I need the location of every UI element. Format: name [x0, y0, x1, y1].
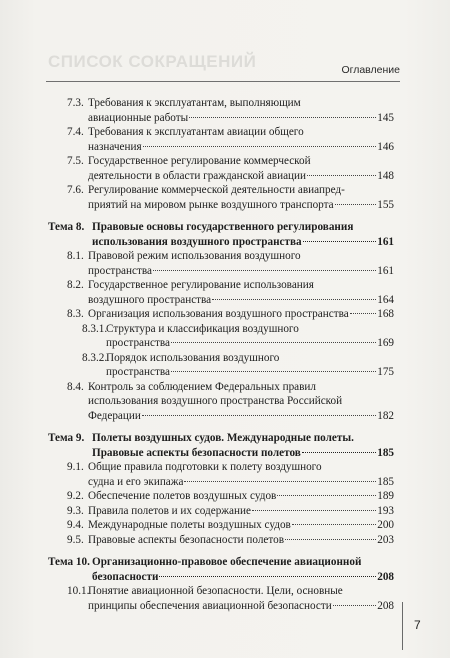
toc-entry-number: 8.3.1. [82, 322, 108, 335]
toc-entry[interactable] [48, 125, 394, 154]
toc-entry-number: 8.3. [67, 308, 84, 320]
toc-entry-number: 7.4. [67, 126, 84, 138]
toc-entry-title: Регулирование коммерческой деятельности авиапред- [88, 184, 345, 196]
toc-page-number: 148 [377, 169, 394, 182]
toc-entry-number: 7.5. [67, 155, 84, 167]
toc-entry[interactable] [48, 460, 394, 489]
toc-entry-title: Правовые аспекты безопасности полетов [88, 533, 284, 546]
toc-entry-number: Тема 9. [48, 432, 85, 444]
toc-page-number: 175 [377, 366, 394, 378]
toc-entry[interactable] [48, 518, 394, 533]
dot-leader [153, 270, 376, 271]
dot-leader [143, 146, 377, 147]
dot-leader [303, 241, 377, 242]
toc-entry[interactable] [48, 533, 394, 548]
dot-leader [350, 313, 377, 314]
toc-entry-title: принципы обеспечения авиационной безопасности [88, 599, 332, 612]
toc-entry-title: Полеты воздушных судов. Международные полеты. [92, 432, 354, 444]
toc-entry-title: Общие правила подготовки к полету воздушного [88, 461, 322, 473]
toc-entry-title: использования воздушного пространства Российской [88, 395, 343, 407]
dot-leader [171, 342, 376, 343]
dot-leader [252, 510, 376, 511]
toc-entry-number: 9.1. [67, 461, 84, 473]
toc-entry-title: Обеспечение полетов воздушных судов [88, 490, 277, 502]
toc-entry-title: Контроль за соблюдением Федеральных правил [88, 380, 316, 393]
section-gap [48, 547, 394, 555]
toc-entry-number: 8.1. [67, 250, 84, 262]
dot-leader [189, 117, 376, 118]
toc-entry-title: Правила полетов и их содержание [88, 504, 251, 517]
section-gap [48, 423, 394, 431]
toc-page-number: 208 [377, 570, 394, 583]
toc-entry-title: Структура и классификация воздушного [106, 322, 299, 335]
toc-entry-title: Международные полеты воздушных судов [88, 519, 291, 531]
toc-entry-number: 9.2. [67, 490, 84, 502]
toc-page-number: 200 [377, 519, 394, 531]
toc-page-number: 145 [377, 111, 394, 124]
toc-entry-title: Правовые аспекты безопасности полетов [92, 446, 301, 459]
toc-entry-title: Федерации [88, 409, 141, 422]
footer-divider [402, 602, 403, 650]
toc-entry-title: Требования к эксплуатантам авиации общего [88, 126, 304, 138]
toc-entry-title: Требования к эксплуатантам, выполняющим [88, 97, 301, 109]
dot-leader [292, 524, 376, 525]
toc-entry-title: Государственное регулирование использования [88, 279, 314, 291]
toc-entry-title: Организационно-правовое обеспечение авиационной [92, 556, 362, 568]
toc-page-number: 203 [377, 533, 394, 546]
toc-entry-number: 8.2. [67, 279, 84, 291]
toc-entry-number: 10.1. [67, 585, 90, 597]
toc-entry-title: использования воздушного пространства [92, 235, 302, 248]
toc-entry-title: воздушного пространства [88, 293, 212, 306]
dot-leader [333, 605, 377, 606]
toc-entry-number: 9.4. [67, 519, 84, 531]
toc-entry-title: Правовой режим использования воздушного [88, 250, 301, 262]
toc-entry-title: приятий на мировом рынке воздушного транспорта [88, 198, 334, 211]
toc-entry-number: Тема 8. [48, 221, 85, 233]
toc-entry[interactable] [48, 504, 394, 519]
toc-page-number: 164 [377, 293, 394, 306]
toc-entry[interactable] [48, 96, 394, 125]
dot-leader [302, 452, 376, 453]
toc-entry-number: 8.3.2. [82, 351, 108, 364]
toc-entry[interactable] [48, 489, 394, 504]
toc-page-number: 161 [377, 264, 394, 277]
toc-entry[interactable] [48, 380, 394, 424]
toc-entry-title: авиационные работы [88, 111, 189, 124]
toc-entry[interactable] [48, 278, 394, 307]
toc-entry[interactable] [48, 249, 394, 278]
toc-entry-title: деятельности в области гражданской авиации [88, 169, 307, 182]
toc-entry[interactable] [48, 351, 394, 380]
toc-page-number: 155 [377, 198, 394, 211]
table-of-contents [48, 96, 394, 613]
toc-entry-title: назначения [88, 140, 142, 153]
bleed-through-title: СПИСОК СОКРАЩЕНИЙ [48, 52, 257, 71]
toc-topic-entry[interactable] [48, 555, 394, 584]
toc-entry-title: пространства [106, 366, 170, 378]
toc-page-number: 189 [377, 490, 394, 502]
toc-entry-number: 9.3. [67, 504, 84, 517]
toc-entry-number: 8.4. [67, 380, 84, 393]
toc-entry-title: пространства [106, 337, 170, 349]
dot-leader [277, 495, 376, 496]
toc-entry-title: Государственное регулирование коммерческой [88, 155, 311, 167]
toc-page-number: 161 [377, 235, 394, 248]
toc-page-number: 169 [377, 337, 394, 349]
toc-topic-entry[interactable] [48, 431, 394, 460]
toc-page-number: 193 [377, 504, 394, 517]
header-divider [46, 81, 400, 82]
dot-leader [285, 539, 376, 540]
toc-entry[interactable] [48, 322, 394, 351]
toc-page-number: 168 [377, 308, 394, 320]
dot-leader [307, 175, 376, 176]
dot-leader [212, 299, 376, 300]
toc-entry-number: 9.5. [67, 533, 84, 546]
toc-topic-entry[interactable] [48, 220, 394, 249]
dot-leader [159, 576, 376, 577]
dot-leader [335, 204, 377, 205]
toc-entry[interactable] [48, 307, 394, 322]
toc-entry[interactable] [48, 154, 394, 183]
toc-entry-title: судна и его экипажа [88, 475, 184, 488]
dot-leader [171, 371, 376, 372]
toc-entry[interactable] [48, 584, 394, 613]
toc-entry-title: безопасности [92, 570, 159, 583]
toc-entry-title: Правовые основы государственного регулирования [92, 221, 354, 233]
toc-page-number: 185 [377, 446, 394, 459]
toc-page-number: 208 [377, 599, 394, 612]
toc-entry[interactable] [48, 183, 394, 212]
toc-entry-number: 7.3. [67, 97, 84, 109]
toc-entry-title: пространства [88, 264, 152, 277]
toc-page-number: 146 [377, 140, 394, 153]
toc-entry-title: Организация использования воздушного пространства [88, 308, 349, 320]
toc-page-number: 185 [377, 475, 394, 488]
toc-page-number: 182 [377, 409, 394, 422]
section-gap [48, 212, 394, 220]
toc-entry-number: 7.6. [67, 184, 84, 196]
running-header: Оглавление [341, 64, 400, 76]
toc-entry-title: Порядок использования воздушного [106, 351, 280, 364]
dot-leader [184, 481, 376, 482]
dot-leader [142, 415, 376, 416]
toc-entry-number: Тема 10. [48, 556, 90, 568]
page-number: 7 [414, 618, 421, 632]
toc-entry-title: Понятие авиационной безопасности. Цели, основные [88, 585, 343, 597]
